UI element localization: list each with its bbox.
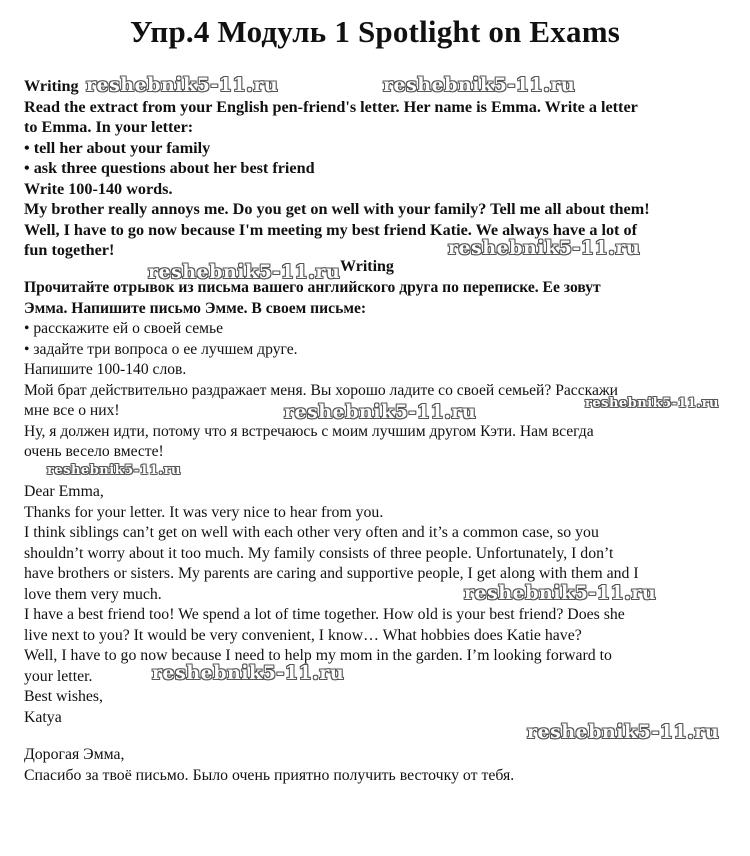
task-line: • tell her about your family [24, 138, 211, 157]
task-line: Прочитайте отрывок из письма вашего английского друга по переписке. Ее зовут [24, 279, 601, 296]
task-line: Ну, я должен идти, потому что я встречаюсь с моим лучшим другом Кэти. Нам всегда [24, 422, 594, 440]
page-title: Упр.4 Модуль 1 Spotlight on Exams [130, 14, 620, 49]
task-line: Напишите 100-140 слов. [24, 361, 187, 378]
task-line: Well, I have to go now because I'm meeting my best friend Katie. We always have a lot of [24, 220, 637, 239]
english-task [24, 76, 724, 261]
letter-line: Dear Emma, [24, 483, 104, 500]
letter-line: Thanks for your letter. It was very nice to hear from you. [24, 503, 384, 521]
russian-task [24, 278, 724, 463]
watermark: reshebnik5-11.ru [383, 74, 576, 96]
task-line: Read the extract from your English pen-friend's letter. Her name is Emma. Write a letter [24, 97, 638, 116]
task-line: My brother really annoys me. Do you get on well with your family? Tell me all about them! [24, 200, 650, 218]
letter-line: your letter. [24, 667, 93, 685]
watermark: reshebnik5-11.ru [86, 74, 279, 96]
watermark: reshebnik5-11.ru [284, 401, 477, 423]
task-line: Write 100-140 words. [24, 179, 173, 198]
letter-line: I have a best friend too! We spend a lot of time together. How old is your best friend? Does she [24, 606, 625, 623]
task-label-english: Writing [24, 77, 79, 95]
watermark: reshebnik5-11.ru [47, 463, 182, 478]
task-line: мне все о них! [24, 402, 120, 419]
task-line: • ask three questions about her best friend [24, 159, 315, 177]
task-label-russian: Writing [340, 258, 394, 275]
task-line: Эмма. Напишите письмо Эмме. В своем письме: [24, 299, 367, 317]
watermark: reshebnik5-11.ru [448, 237, 641, 259]
watermark: reshebnik5-11.ru [464, 582, 657, 604]
task-line: • расскажите ей о своей семье [24, 320, 224, 337]
watermark: reshebnik5-11.ru [148, 261, 341, 283]
watermark: reshebnik5-11.ru [585, 396, 720, 411]
task-line: Мой брат действительно раздражает меня. Вы хорошо ладите со своей семьей? Расскажи [24, 381, 619, 399]
letter-english [24, 482, 724, 728]
letter-russian [24, 745, 724, 786]
letter-line: Best wishes, [24, 688, 103, 705]
watermark: reshebnik5-11.ru [152, 662, 345, 684]
letter-line: I think siblings can’t get on well with each other very often and it’s a common case, so you [24, 524, 599, 541]
task-line: fun together! [24, 241, 115, 259]
task-line: очень весело вместе! [24, 443, 164, 460]
task-line: to Emma. In your letter: [24, 118, 194, 136]
task-line: • задайте три вопроса о ее лучшем друге. [24, 340, 298, 358]
letter-line: Katya [24, 708, 62, 726]
letter-line: live next to you? It would be very convenient, I know… What hobbies does Katie have? [24, 626, 582, 644]
watermark: reshebnik5-11.ru [527, 721, 720, 743]
letter-line: Well, I have to go now because I need to help my mom in the garden. I’m looking forward to [24, 647, 612, 664]
letter-line: love them very much. [24, 585, 162, 603]
letter-line: have brothers or sisters. My parents are caring and supportive people, I get along with them and I [24, 565, 639, 582]
letter-line: Дорогая Эмма, [24, 746, 125, 763]
letter-line: Спасибо за твоё письмо. Было очень приятно получить весточку от тебя. [24, 766, 515, 784]
letter-line: shouldn’t worry about it too much. My family consists of three people. Unfortunately, I don’t [24, 544, 614, 562]
